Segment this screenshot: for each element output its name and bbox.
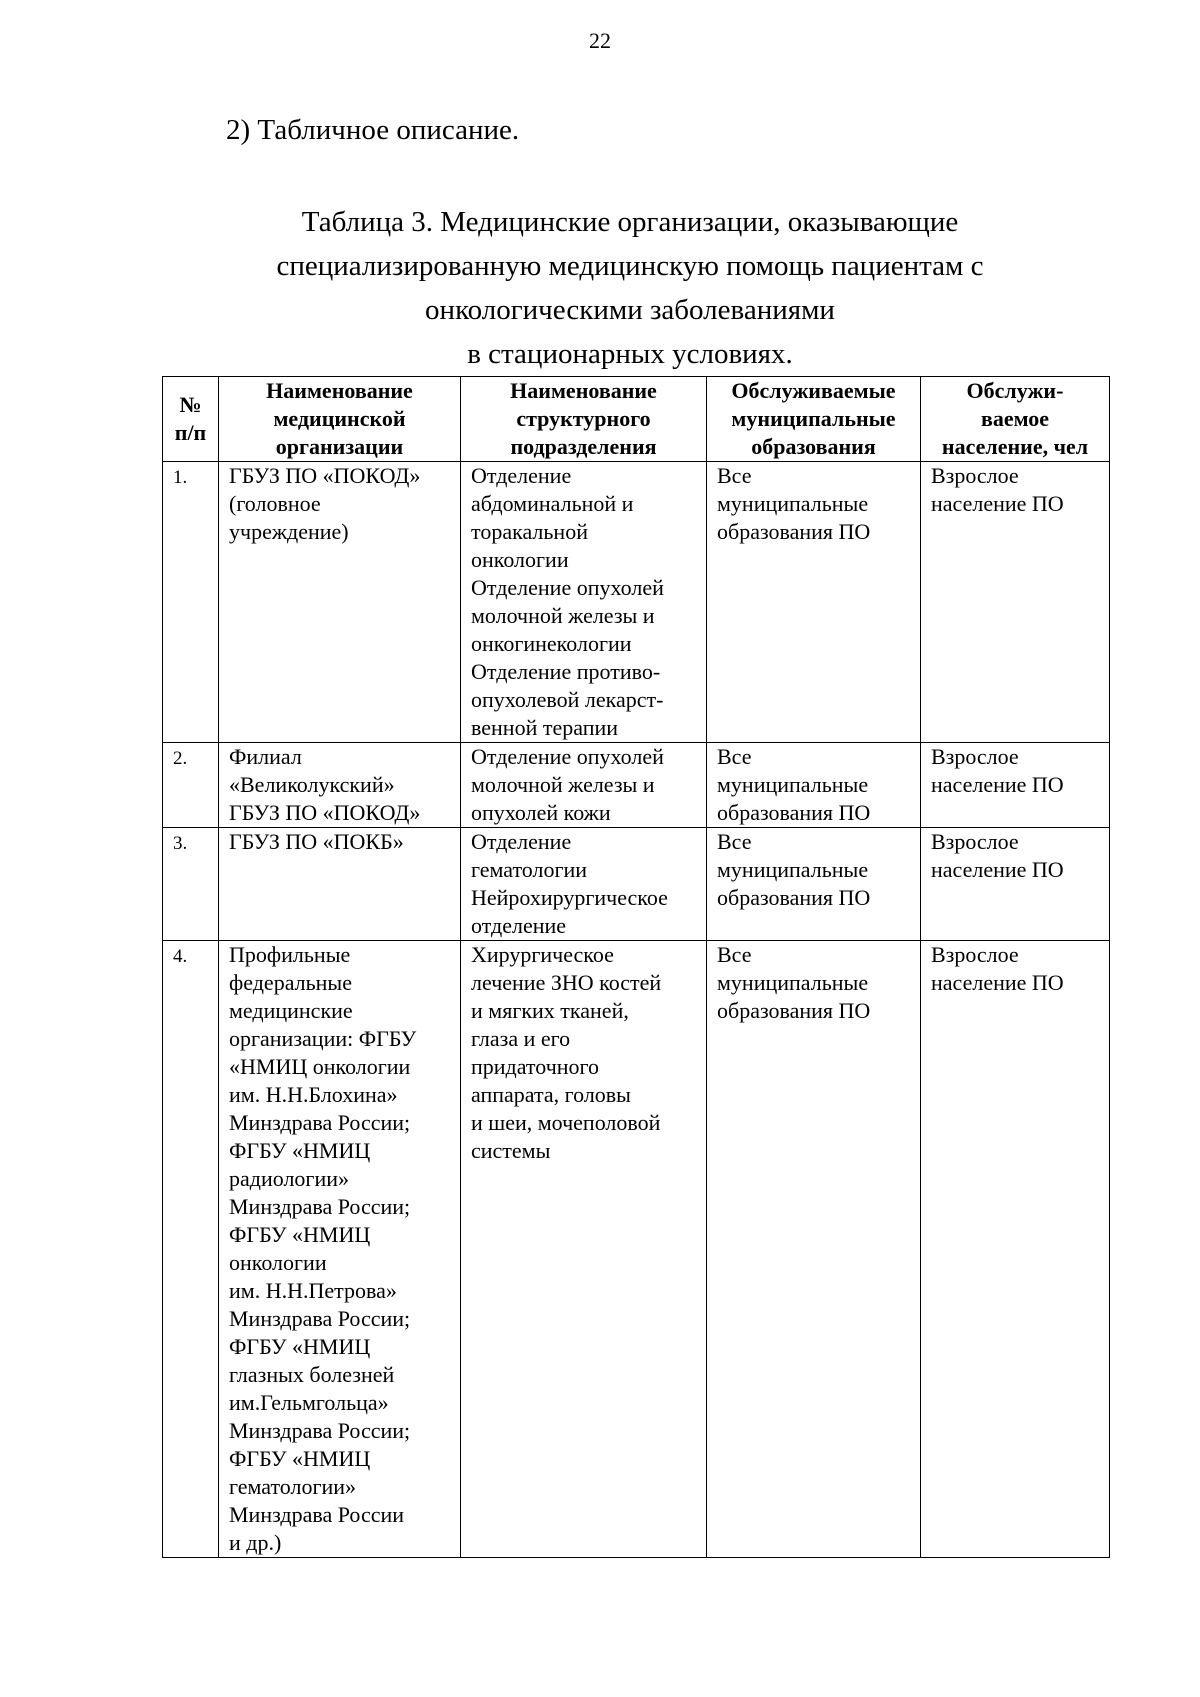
cell-text-line: Все: [717, 829, 752, 854]
cell-text-line: ГБУЗ ПО «ПОКОД»: [229, 463, 421, 488]
cell-text-line: Все: [717, 942, 752, 967]
cell-text-line: население ПО: [931, 970, 1064, 995]
cell-municipalities: [707, 462, 921, 743]
cell-text-line: Отделение опухолей: [471, 575, 664, 600]
cell-text-line: и др.): [229, 1530, 282, 1555]
cell-text-line: торакальной: [471, 519, 588, 544]
cell-text-line: Взрослое: [931, 942, 1019, 967]
cell-text-line: гематологии»: [229, 1474, 357, 1499]
header-text-line: структурного: [516, 406, 651, 431]
caption-line: онкологическими заболеваниями: [425, 294, 835, 326]
cell-text-line: Взрослое: [931, 829, 1019, 854]
cell-text-line: онкогинекологии: [471, 631, 632, 656]
cell-text-line: ГБУЗ ПО «ПОКОД»: [229, 800, 421, 825]
cell-text-line: онкологии: [229, 1250, 327, 1275]
cell-population: [921, 462, 1110, 743]
caption-line: специализированную медицинскую помощь пациентам с: [276, 250, 984, 282]
cell-text-line: муниципальные: [717, 857, 869, 882]
cell-text-line: Минздрава России: [229, 1502, 405, 1527]
cell-text-line: Отделение: [471, 829, 572, 854]
cell-population: [921, 941, 1110, 1558]
cell-text-line: население ПО: [931, 772, 1064, 797]
header-text-line: Обслужи-: [966, 378, 1064, 403]
cell-text-line: Все: [717, 744, 752, 769]
cell-text-line: Минздрава России;: [229, 1418, 411, 1443]
header-department: [461, 377, 707, 462]
header-text-line: муниципальные: [731, 406, 896, 431]
header-municipalities: [707, 377, 921, 462]
cell-number: 4.: [163, 941, 219, 1558]
header-text-line: №: [179, 392, 202, 417]
cell-text-line: молочной железы и: [471, 772, 655, 797]
cell-number: 3.: [163, 828, 219, 941]
cell-text-line: Взрослое: [931, 463, 1019, 488]
cell-text-line: Все: [717, 463, 752, 488]
cell-text-line: абдоминальной и: [471, 491, 634, 516]
cell-text-line: Минздрава России;: [229, 1110, 411, 1135]
cell-text-line: гематологии: [471, 857, 588, 882]
cell-text-line: ФГБУ «НМИЦ: [229, 1222, 371, 1247]
header-number: [163, 377, 219, 462]
cell-text-line: аппарата, головы: [471, 1082, 631, 1107]
header-text-line: п/п: [174, 420, 207, 445]
cell-text-line: и мягких тканей,: [471, 998, 629, 1023]
cell-text-line: медицинские: [229, 998, 353, 1023]
cell-municipalities: [707, 941, 921, 1558]
cell-text-line: системы: [471, 1138, 551, 1163]
cell-text-line: глаза и его: [471, 1026, 571, 1051]
cell-text-line: образования ПО: [717, 519, 871, 544]
cell-text-line: им. Н.Н.Петрова»: [229, 1278, 397, 1303]
cell-text-line: Отделение опухолей: [471, 744, 664, 769]
cell-municipalities: [707, 828, 921, 941]
header-text-line: население, чел: [941, 434, 1089, 459]
cell-text-line: (головное: [229, 491, 321, 516]
cell-text-line: ФГБУ «НМИЦ: [229, 1446, 371, 1471]
organizations-table: [162, 376, 1110, 1558]
caption-line: в стационарных условиях.: [467, 338, 793, 370]
cell-text-line: опухолей кожи: [471, 800, 611, 825]
table-row: [163, 941, 1110, 1558]
cell-population: [921, 828, 1110, 941]
table-row: [163, 828, 1110, 941]
cell-text-line: лечение ЗНО костей: [471, 970, 662, 995]
cell-organization: [219, 941, 461, 1558]
cell-text-line: ФГБУ «НМИЦ: [229, 1334, 371, 1359]
cell-text-line: муниципальные: [717, 491, 869, 516]
cell-text-line: онкологии: [471, 547, 569, 572]
cell-text-line: венной терапии: [471, 715, 619, 740]
header-text-line: организации: [275, 434, 404, 459]
cell-municipalities: [707, 743, 921, 828]
cell-department: [461, 462, 707, 743]
cell-organization: [219, 462, 461, 743]
cell-text-line: опухолевой лекарст-: [471, 687, 664, 712]
cell-text-line: им. Н.Н.Блохина»: [229, 1082, 398, 1107]
cell-text-line: «НМИЦ онкологии: [229, 1054, 411, 1079]
caption-line: Таблица 3. Медицинские организации, оказывающие: [301, 206, 959, 238]
cell-text-line: Взрослое: [931, 744, 1019, 769]
cell-text-line: и шеи, мочеполовой: [471, 1110, 661, 1135]
cell-text-line: ФГБУ «НМИЦ: [229, 1138, 371, 1163]
cell-text-line: «Великолукский»: [229, 772, 395, 797]
cell-text-line: ГБУЗ ПО «ПОКБ»: [229, 829, 404, 854]
cell-text-line: Отделение: [471, 463, 572, 488]
cell-text-line: Минздрава России;: [229, 1194, 411, 1219]
header-text-line: ваемое: [980, 406, 1050, 431]
cell-text-line: Профильные: [229, 942, 351, 967]
header-population: [921, 377, 1110, 462]
header-text-line: Наименование: [266, 378, 413, 403]
cell-text-line: образования ПО: [717, 800, 871, 825]
cell-text-line: радиологии»: [229, 1166, 349, 1191]
table-row: [163, 462, 1110, 743]
cell-department: [461, 743, 707, 828]
cell-text-line: муниципальные: [717, 772, 869, 797]
cell-number: 1.: [163, 462, 219, 743]
cell-department: [461, 828, 707, 941]
header-organization: [219, 377, 461, 462]
cell-text-line: отделение: [471, 913, 567, 938]
cell-text-line: Филиал: [229, 744, 302, 769]
table-caption: [150, 200, 1110, 376]
cell-text-line: Нейрохирургическое: [471, 885, 668, 910]
cell-department: [461, 941, 707, 1558]
cell-number: 2.: [163, 743, 219, 828]
cell-text-line: им.Гельмгольца»: [229, 1390, 389, 1415]
header-text-line: образования: [751, 434, 876, 459]
cell-text-line: организации: ФГБУ: [229, 1026, 417, 1051]
cell-organization: [219, 743, 461, 828]
cell-text-line: молочной железы и: [471, 603, 655, 628]
header-text-line: Обслуживаемые: [731, 378, 896, 403]
cell-text-line: образования ПО: [717, 885, 871, 910]
cell-text-line: федеральные: [229, 970, 352, 995]
cell-text-line: глазных болезней: [229, 1362, 395, 1387]
page-number: 22: [589, 28, 611, 53]
cell-text-line: Отделение противо-: [471, 659, 661, 684]
cell-text-line: Минздрава России;: [229, 1306, 411, 1331]
cell-text-line: Хирургическое: [471, 942, 614, 967]
cell-text-line: население ПО: [931, 491, 1064, 516]
table-row: [163, 743, 1110, 828]
cell-text-line: муниципальные: [717, 970, 869, 995]
header-text-line: подразделения: [510, 434, 657, 459]
cell-text-line: население ПО: [931, 857, 1064, 882]
cell-organization: [219, 828, 461, 941]
header-text-line: Наименование: [510, 378, 657, 403]
cell-population: [921, 743, 1110, 828]
cell-text-line: придаточного: [471, 1054, 600, 1079]
table-header-row: [163, 377, 1110, 462]
cell-text-line: учреждение): [229, 519, 349, 544]
cell-text-line: образования ПО: [717, 998, 871, 1023]
header-text-line: медицинской: [273, 406, 406, 431]
section-heading: 2) Табличное описание.: [226, 114, 520, 146]
